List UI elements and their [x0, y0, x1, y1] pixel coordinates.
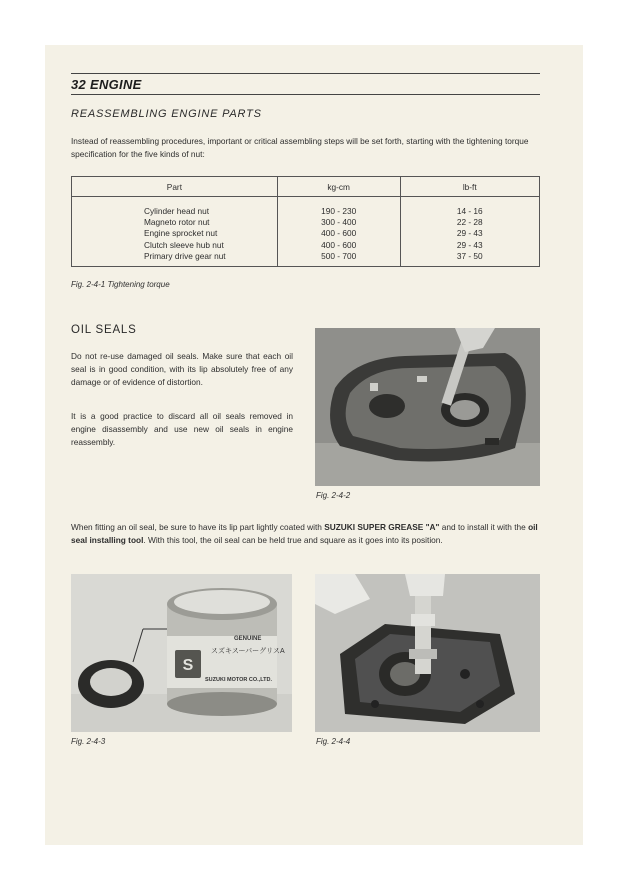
- table-row: Clutch sleeve hub nut: [144, 239, 224, 250]
- kgcm-column: [277, 197, 400, 267]
- fitting-text-1: When fitting an oil seal, be sure to have its lip part lightly coated with: [71, 522, 325, 532]
- torque-table: [71, 176, 540, 267]
- header-lbft: lb-ft: [400, 177, 539, 197]
- photo-grease-can: [71, 574, 292, 732]
- fitting-text-3: . With this tool, the oil seal can be held true and square as it goes into its position.: [143, 535, 443, 545]
- header-kgcm: kg-cm: [277, 177, 400, 197]
- table-row: Primary drive gear nut: [144, 250, 226, 261]
- caption-fig-2-4-1: Fig. 2-4-1 Tightening torque: [71, 280, 170, 289]
- intro-paragraph: Instead of reassembling procedures, important or critical assembling steps will be set forth, starting with the tightening torque specification for the five kinds of nut:: [71, 136, 529, 159]
- oil-seals-paragraph-2: It is a good practice to discard all oil seals removed in engine disassembly and use new oil seals in engine reassembly.: [71, 411, 293, 447]
- tool-name: oil seal installing tool: [71, 522, 538, 545]
- can-label-jp: スズキスーパーグリスA: [211, 648, 285, 655]
- part-column: [72, 197, 278, 267]
- page-header: 32 ENGINE: [71, 77, 142, 92]
- can-label-maker: SUZUKI MOTOR CO.,LTD.: [205, 677, 273, 683]
- table-row: Cylinder head nut: [144, 206, 210, 216]
- grease-name: SUZUKI SUPER GREASE "A": [324, 522, 440, 532]
- table-cell: 400 - 600: [321, 239, 357, 250]
- table-cell: 400 - 600: [321, 228, 357, 239]
- crankcase-illustration: [315, 328, 540, 486]
- lbft-column: [400, 197, 539, 267]
- table-header-row: [72, 177, 540, 197]
- header-part: Part: [72, 177, 278, 197]
- table-cell: 190 - 230: [321, 206, 357, 216]
- table-cell: 14 - 16: [456, 206, 483, 216]
- table-cell: 22 - 28: [456, 217, 483, 228]
- caption-fig-2-4-2: Fig. 2-4-2: [316, 491, 351, 500]
- table-cell: 500 - 700: [321, 250, 357, 261]
- can-label-top: GENUINE: [234, 636, 262, 642]
- table-cell: 300 - 400: [321, 217, 357, 228]
- caption-fig-2-4-4: Fig. 2-4-4: [316, 737, 351, 746]
- header-rule-bottom: [71, 94, 540, 95]
- seal-tool-illustration: [315, 574, 540, 732]
- section-title-oil-seals: OIL SEALS: [71, 324, 137, 336]
- photo-crankcase-seal-install: [315, 328, 540, 486]
- section-title-reassembling: REASSEMBLING ENGINE PARTS: [71, 108, 262, 120]
- table-cell: 29 - 43: [456, 228, 483, 239]
- header-rule-top: [71, 73, 540, 74]
- fitting-paragraph: [71, 521, 541, 547]
- table-cell: 29 - 43: [456, 239, 483, 250]
- fitting-text-2: and to install it with the: [439, 522, 529, 532]
- table-cell: 37 - 50: [456, 250, 483, 261]
- suzuki-logo-icon: S: [182, 657, 194, 674]
- oil-seals-paragraph-1: Do not re-use damaged oil seals. Make sure that each oil seal is in good condition, with its lip absolutely free of any damage or of evidence of distortion.: [71, 351, 293, 387]
- caption-fig-2-4-3: Fig. 2-4-3: [71, 737, 106, 746]
- table-row: Engine sprocket nut: [144, 228, 218, 239]
- table-body-row: [72, 197, 540, 267]
- table-row: Magneto rotor nut: [144, 217, 210, 228]
- photo-seal-installing-tool: [315, 574, 540, 732]
